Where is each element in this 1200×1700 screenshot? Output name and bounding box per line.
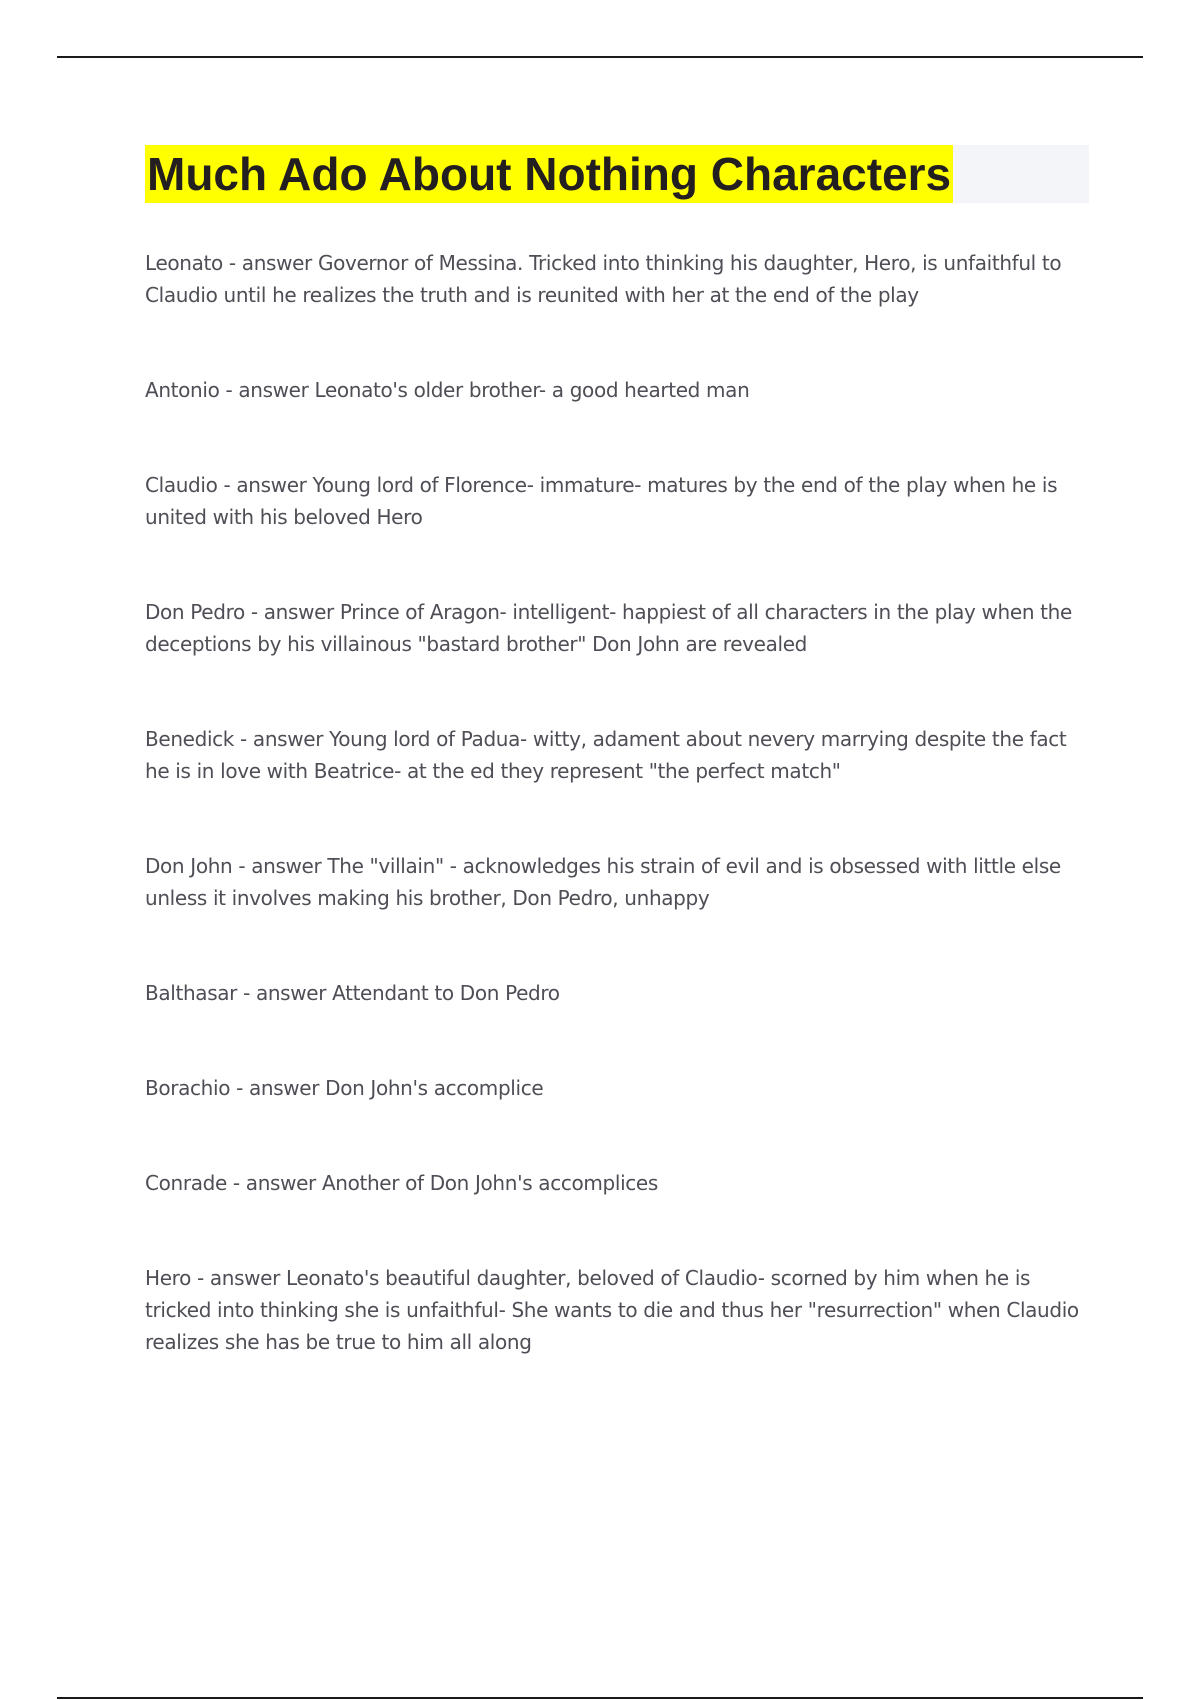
entry-separator: - answer [219,378,315,402]
entry-separator: - answer [226,1171,322,1195]
entry-separator: - answer [244,600,340,624]
entry-definition: Young lord of Florence- immature- matures by the end of the play when he is united with his beloved Hero [145,473,1058,529]
entry-definition: Leonato's older brother- a good hearted man [314,378,750,402]
entry-definition: Prince of Aragon- intelligent- happiest of all characters in the play when the deceptions by his villainous "bastard brother" Don John are revealed [145,600,1072,656]
entry-definition: Governor of Messina. Tricked into thinking his daughter, Hero, is unfaithful to Claudio until he realizes the truth and is reunited with her at the end of the play [145,251,1062,307]
entry-definition: Another of Don John's accomplices [321,1171,658,1195]
entry-separator: - answer [222,251,318,275]
entry-definition: Leonato's beautiful daughter, beloved of Claudio- scorned by him when he is tricked into thinking she is unfaithful- She wants to die and thus her "resurrection" when Claudio realizes she has be true to him all along [145,1266,1079,1354]
entry-separator: - answer [237,981,333,1005]
footer-rule [57,1697,1143,1699]
entry-conrade [145,1167,1093,1199]
entry-borachio [145,1072,1093,1104]
character-list [145,247,1093,1358]
entry-definition: The "villain" - acknowledges his strain of evil and is obsessed with little else unless it involves making his brother, Don Pedro, unhappy [145,854,1061,910]
entry-don-john [145,850,1093,914]
entry-definition: Attendant to Don Pedro [332,981,560,1005]
page-title: Much Ado About Nothing Characters [145,145,953,203]
entry-separator: - answer [217,473,313,497]
title-block [145,145,1089,203]
entry-benedick [145,723,1093,787]
entry-term: Balthasar [145,981,238,1005]
entry-antonio [145,374,1093,406]
entry-separator: - answer [232,854,328,878]
entry-term: Leonato [145,251,223,275]
entry-hero [145,1262,1093,1358]
entry-term: Benedick [145,727,235,751]
entry-term: Conrade [145,1171,227,1195]
entry-don-pedro [145,596,1093,660]
entry-separator: - answer [190,1266,286,1290]
entry-leonato [145,247,1093,311]
entry-balthasar [145,977,1093,1009]
entry-definition: Young lord of Padua- witty, adament about nevery marrying despite the fact he is in love with Beatrice- at the ed they represent "the perfect match" [145,727,1067,783]
entry-term: Don Pedro [145,600,245,624]
header-rule [57,56,1143,58]
entry-term: Borachio [145,1076,231,1100]
entry-term: Antonio [145,378,220,402]
entry-term: Don John [145,854,233,878]
entry-separator: - answer [230,1076,326,1100]
entry-separator: - answer [234,727,330,751]
entry-definition: Don John's accomplice [325,1076,544,1100]
entry-term: Hero [145,1266,191,1290]
entry-claudio [145,469,1093,533]
entry-term: Claudio [145,473,218,497]
